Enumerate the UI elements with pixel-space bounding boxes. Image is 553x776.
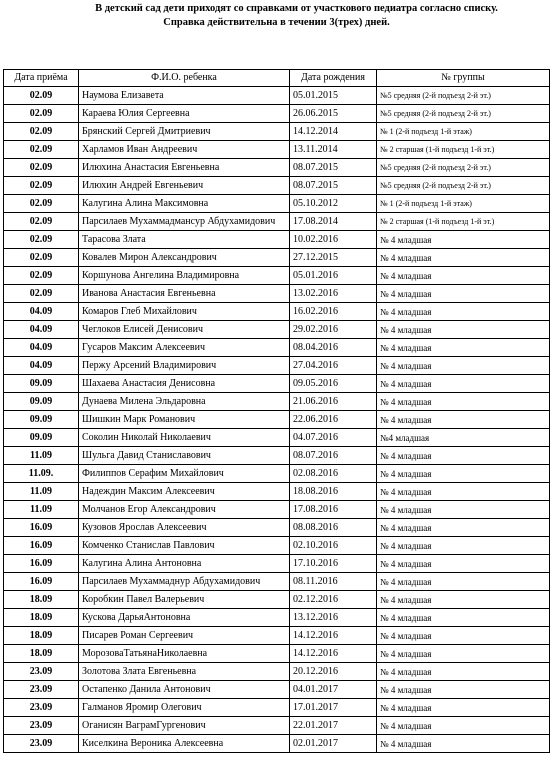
group-cell: № 2 старшая (1-й подъезд 1-й эт.): [377, 141, 550, 159]
group-cell: № 4 младшая: [377, 249, 550, 267]
group-cell: №5 средняя (2-й подъезд 2-й эт.): [377, 105, 550, 123]
table-row: [4, 483, 550, 501]
admission-date-cell: 23.09: [4, 735, 79, 753]
birth-date-cell: 05.10.2012: [290, 195, 377, 213]
group-cell: № 4 младшая: [377, 465, 550, 483]
table-row: [4, 393, 550, 411]
birth-date-cell: 08.07.2015: [290, 159, 377, 177]
group-cell: № 4 младшая: [377, 555, 550, 573]
admission-date-cell: 16.09: [4, 519, 79, 537]
birth-date-cell: 08.07.2015: [290, 177, 377, 195]
group-cell: № 1 (2-й подъезд 1-й этаж): [377, 123, 550, 141]
birth-date-cell: 13.12.2016: [290, 609, 377, 627]
child-name-cell: Комаров Глеб Михайлович: [79, 303, 290, 321]
birth-date-cell: 22.01.2017: [290, 717, 377, 735]
header-line-2: Справка действительна в течении 3(трех) дней.: [163, 17, 390, 28]
group-cell: № 4 младшая: [377, 537, 550, 555]
admission-date-cell: 09.09: [4, 411, 79, 429]
admission-date-cell: 16.09: [4, 537, 79, 555]
birth-date-cell: 18.08.2016: [290, 483, 377, 501]
admission-date-cell: 16.09: [4, 555, 79, 573]
birth-date-cell: 27.04.2016: [290, 357, 377, 375]
group-cell: № 2 старшая (1-й подъезд 1-й эт.): [377, 213, 550, 231]
birth-date-cell: 08.08.2016: [290, 519, 377, 537]
group-cell: № 4 младшая: [377, 663, 550, 681]
admission-date-cell: 02.09: [4, 159, 79, 177]
admission-date-cell: 11.09: [4, 483, 79, 501]
group-cell: № 4 младшая: [377, 411, 550, 429]
group-cell: № 4 младшая: [377, 231, 550, 249]
birth-date-cell: 22.06.2016: [290, 411, 377, 429]
admission-date-cell: 02.09: [4, 267, 79, 285]
table-row: [4, 141, 550, 159]
table-row: [4, 339, 550, 357]
group-cell: № 4 младшая: [377, 681, 550, 699]
admission-date-cell: 09.09: [4, 375, 79, 393]
table-row: [4, 681, 550, 699]
group-cell: № 4 младшая: [377, 609, 550, 627]
child-name-cell: Шульга Давид Станиславович: [79, 447, 290, 465]
group-cell: № 4 младшая: [377, 339, 550, 357]
group-cell: №4 младшая: [377, 429, 550, 447]
admission-date-cell: 02.09: [4, 177, 79, 195]
child-name-cell: Оганисян ВаграмГургенович: [79, 717, 290, 735]
admission-date-cell: 04.09: [4, 303, 79, 321]
birth-date-cell: 16.02.2016: [290, 303, 377, 321]
child-name-cell: Наумова Елизавета: [79, 87, 290, 105]
table-row: [4, 357, 550, 375]
admission-date-cell: 09.09: [4, 429, 79, 447]
child-name-cell: Коршунова Ангелина Владимировна: [79, 267, 290, 285]
table-row: [4, 465, 550, 483]
birth-date-cell: 02.12.2016: [290, 591, 377, 609]
table-row: [4, 663, 550, 681]
admission-date-cell: 23.09: [4, 699, 79, 717]
birth-date-cell: 10.02.2016: [290, 231, 377, 249]
table-row: [4, 87, 550, 105]
admission-date-cell: 02.09: [4, 249, 79, 267]
admission-date-cell: 04.09: [4, 339, 79, 357]
child-name-cell: Пержу Арсений Владимирович: [79, 357, 290, 375]
child-name-cell: Брянский Сергей Дмитриевич: [79, 123, 290, 141]
table-row: [4, 519, 550, 537]
birth-date-cell: 14.12.2016: [290, 627, 377, 645]
table-row: [4, 411, 550, 429]
admission-date-cell: 18.09: [4, 609, 79, 627]
table-row: [4, 321, 550, 339]
admission-date-cell: 18.09: [4, 591, 79, 609]
child-name-cell: Тарасова Злата: [79, 231, 290, 249]
table-row: [4, 303, 550, 321]
admission-table: [3, 69, 550, 753]
table-row: [4, 375, 550, 393]
birth-date-cell: 17.08.2014: [290, 213, 377, 231]
admission-date-cell: 11.09: [4, 501, 79, 519]
child-name-cell: Илюхин Андрей Евгеньевич: [79, 177, 290, 195]
table-row: [4, 159, 550, 177]
birth-date-cell: 04.07.2016: [290, 429, 377, 447]
admission-date-cell: 18.09: [4, 627, 79, 645]
table-row: [4, 591, 550, 609]
admission-date-cell: 02.09: [4, 195, 79, 213]
child-name-cell: МорозоваТатьянаНиколаевна: [79, 645, 290, 663]
child-name-cell: Калугина Алина Максимовна: [79, 195, 290, 213]
child-name-cell: Гусаров Максим Алексеевич: [79, 339, 290, 357]
document-header: [0, 2, 553, 30]
group-cell: № 4 младшая: [377, 519, 550, 537]
table-row: [4, 105, 550, 123]
child-name-cell: Иванова Анастасия Евгеньевна: [79, 285, 290, 303]
birth-date-cell: 14.12.2014: [290, 123, 377, 141]
admission-date-cell: 09.09: [4, 393, 79, 411]
birth-date-cell: 27.12.2015: [290, 249, 377, 267]
child-name-cell: Молчанов Егор Александрович: [79, 501, 290, 519]
admission-date-cell: 23.09: [4, 717, 79, 735]
child-name-cell: Шишкин Марк Романович: [79, 411, 290, 429]
child-name-cell: Филиппов Серафим Михайлович: [79, 465, 290, 483]
table-row: [4, 249, 550, 267]
table-row: [4, 501, 550, 519]
child-name-cell: Харламов Иван Андреевич: [79, 141, 290, 159]
group-cell: № 4 младшая: [377, 573, 550, 591]
admission-date-cell: 02.09: [4, 231, 79, 249]
table-row: [4, 285, 550, 303]
birth-date-cell: 20.12.2016: [290, 663, 377, 681]
group-cell: №5 средняя (2-й подъезд 2-й эт.): [377, 159, 550, 177]
child-name-cell: Шахаева Анастасия Денисовна: [79, 375, 290, 393]
birth-date-cell: 05.01.2016: [290, 267, 377, 285]
column-header-child-name: Ф.И.О. ребенка: [79, 70, 290, 87]
group-cell: № 4 младшая: [377, 303, 550, 321]
child-name-cell: Кузовов Ярослав Алексеевич: [79, 519, 290, 537]
admission-date-cell: 11.09.: [4, 465, 79, 483]
group-cell: № 4 младшая: [377, 627, 550, 645]
column-header-group: № группы: [377, 70, 550, 87]
admission-date-cell: 02.09: [4, 285, 79, 303]
child-name-cell: Золотова Злата Евгеньевна: [79, 663, 290, 681]
group-cell: № 4 младшая: [377, 717, 550, 735]
admission-date-cell: 04.09: [4, 321, 79, 339]
admission-date-cell: 18.09: [4, 645, 79, 663]
child-name-cell: Комченко Станислав Павлович: [79, 537, 290, 555]
admission-date-cell: 02.09: [4, 123, 79, 141]
table-row: [4, 717, 550, 735]
birth-date-cell: 13.11.2014: [290, 141, 377, 159]
birth-date-cell: 29.02.2016: [290, 321, 377, 339]
group-cell: №5 средняя (2-й подъезд 2-й эт.): [377, 177, 550, 195]
header-line-1: В детский сад дети приходят со справками от участкового педиатра согласно списку.: [95, 3, 498, 14]
column-header-admission-date: Дата приёма: [4, 70, 79, 87]
table-row: [4, 213, 550, 231]
table-row: [4, 177, 550, 195]
group-cell: № 4 младшая: [377, 699, 550, 717]
birth-date-cell: 17.08.2016: [290, 501, 377, 519]
birth-date-cell: 08.04.2016: [290, 339, 377, 357]
child-name-cell: Остапенко Данила Антонович: [79, 681, 290, 699]
birth-date-cell: 17.01.2017: [290, 699, 377, 717]
child-name-cell: Киселкина Вероника Алексеевна: [79, 735, 290, 753]
birth-date-cell: 05.01.2015: [290, 87, 377, 105]
birth-date-cell: 14.12.2016: [290, 645, 377, 663]
table-row: [4, 195, 550, 213]
birth-date-cell: 13.02.2016: [290, 285, 377, 303]
admission-date-cell: 23.09: [4, 681, 79, 699]
table-row: [4, 555, 550, 573]
group-cell: № 4 младшая: [377, 735, 550, 753]
birth-date-cell: 04.01.2017: [290, 681, 377, 699]
group-cell: № 4 младшая: [377, 267, 550, 285]
table-row: [4, 231, 550, 249]
group-cell: № 4 младшая: [377, 591, 550, 609]
child-name-cell: Парсилаев Мухаммаднур Абдухамидович: [79, 573, 290, 591]
group-cell: № 1 (2-й подъезд 1-й этаж): [377, 195, 550, 213]
group-cell: №5 средняя (2-й подъезд 2-й эт.): [377, 87, 550, 105]
child-name-cell: Парсилаев Мухаммадмансур Абдухамидович: [79, 213, 290, 231]
child-name-cell: Калугина Алина Антоновна: [79, 555, 290, 573]
admission-date-cell: 11.09: [4, 447, 79, 465]
group-cell: № 4 младшая: [377, 645, 550, 663]
child-name-cell: Надеждин Максим Алексеевич: [79, 483, 290, 501]
group-cell: № 4 младшая: [377, 357, 550, 375]
birth-date-cell: 26.06.2015: [290, 105, 377, 123]
table-row: [4, 123, 550, 141]
table-row: [4, 609, 550, 627]
table-row: [4, 267, 550, 285]
table-row: [4, 645, 550, 663]
admission-date-cell: 04.09: [4, 357, 79, 375]
birth-date-cell: 08.07.2016: [290, 447, 377, 465]
table-row: [4, 573, 550, 591]
child-name-cell: Илюхина Анастасия Евгеньевна: [79, 159, 290, 177]
group-cell: № 4 младшая: [377, 483, 550, 501]
group-cell: № 4 младшая: [377, 375, 550, 393]
child-name-cell: Соколин Николай Николаевич: [79, 429, 290, 447]
birth-date-cell: 09.05.2016: [290, 375, 377, 393]
group-cell: № 4 младшая: [377, 501, 550, 519]
birth-date-cell: 02.08.2016: [290, 465, 377, 483]
group-cell: № 4 младшая: [377, 393, 550, 411]
table-row: [4, 537, 550, 555]
admission-date-cell: 02.09: [4, 87, 79, 105]
child-name-cell: Ковалев Мирон Александрович: [79, 249, 290, 267]
child-name-cell: Коробкин Павел Валерьевич: [79, 591, 290, 609]
group-cell: № 4 младшая: [377, 285, 550, 303]
child-name-cell: Дунаева Милена Эльдаровна: [79, 393, 290, 411]
child-name-cell: Галманов Яромир Олегович: [79, 699, 290, 717]
birth-date-cell: 08.11.2016: [290, 573, 377, 591]
table-header-row: [4, 70, 550, 87]
table-row: [4, 429, 550, 447]
birth-date-cell: 21.06.2016: [290, 393, 377, 411]
admission-date-cell: 02.09: [4, 141, 79, 159]
table-row: [4, 735, 550, 753]
admission-date-cell: 16.09: [4, 573, 79, 591]
child-name-cell: Чеглоков Елисей Денисович: [79, 321, 290, 339]
child-name-cell: Кускова ДарьяАнтоновна: [79, 609, 290, 627]
birth-date-cell: 02.01.2017: [290, 735, 377, 753]
group-cell: № 4 младшая: [377, 447, 550, 465]
birth-date-cell: 17.10.2016: [290, 555, 377, 573]
table-row: [4, 447, 550, 465]
admission-date-cell: 02.09: [4, 213, 79, 231]
birth-date-cell: 02.10.2016: [290, 537, 377, 555]
column-header-birth-date: Дата рождения: [290, 70, 377, 87]
group-cell: № 4 младшая: [377, 321, 550, 339]
child-name-cell: Караева Юлия Сергеевна: [79, 105, 290, 123]
table-row: [4, 627, 550, 645]
child-name-cell: Писарев Роман Сергеевич: [79, 627, 290, 645]
admission-date-cell: 23.09: [4, 663, 79, 681]
admission-date-cell: 02.09: [4, 105, 79, 123]
table-row: [4, 699, 550, 717]
